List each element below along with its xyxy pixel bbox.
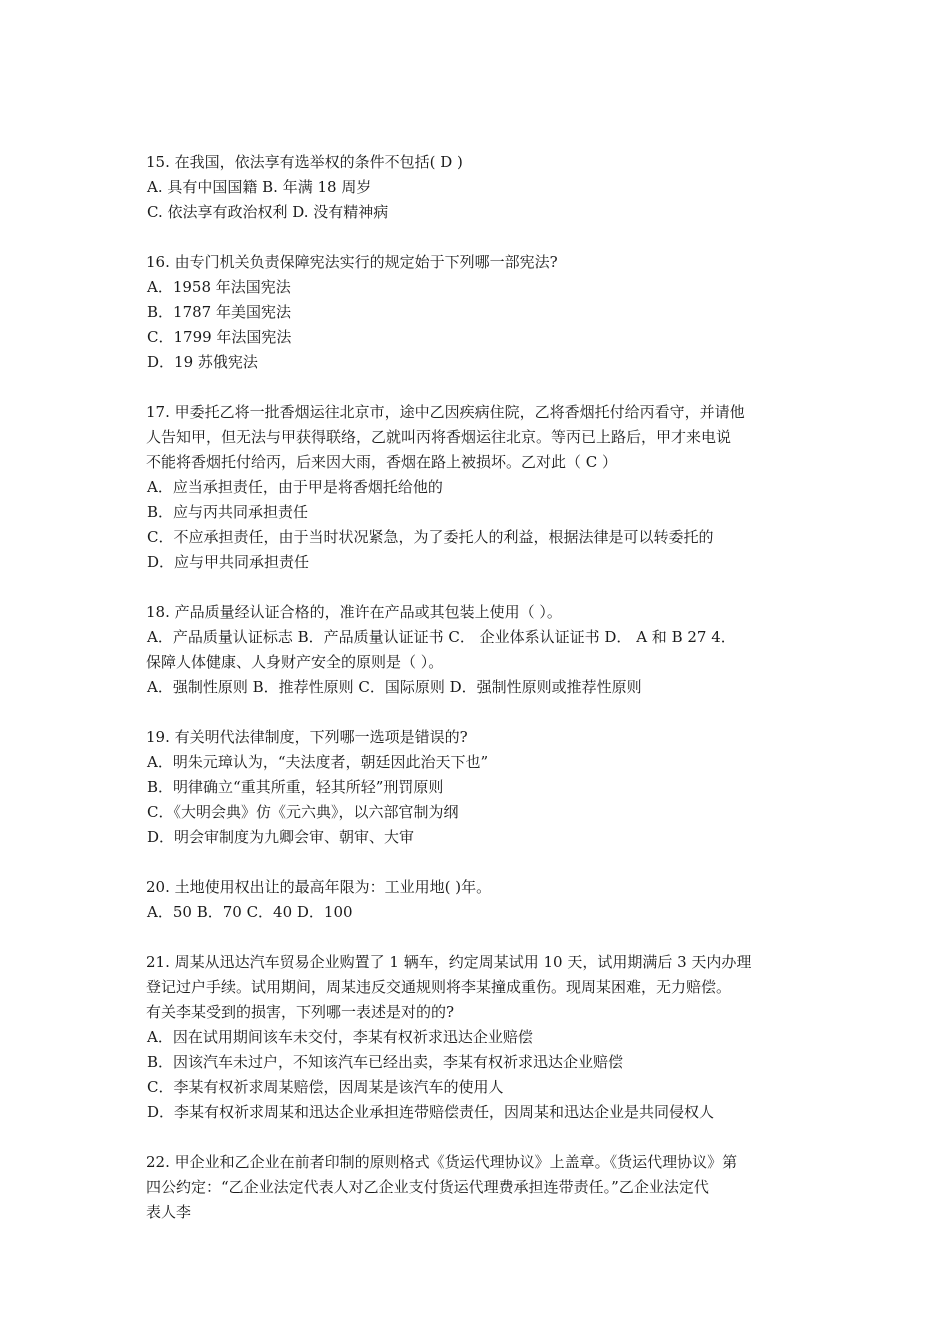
option-line: A．50 B．70 C．40 D．100 <box>147 903 353 921</box>
question-stem: 19. 有关明代法律制度，下列哪一选项是错误的? <box>146 728 468 746</box>
option-line: B．因该汽车未过户，不知该汽车已经出卖，李某有权祈求迅达企业赔偿 <box>147 1053 624 1071</box>
question-stem-line: 22. 甲企业和乙企业在前者印制的原则格式《货运代理协议》上盖章。《货运代理协议》第 <box>146 1153 738 1171</box>
question-21 <box>146 950 822 1125</box>
option-line: D．应与甲共同承担责任 <box>147 553 310 571</box>
option-line: D．明会审制度为九卿会审、朝审、大审 <box>147 828 415 846</box>
question-list <box>146 150 822 1250</box>
question-stem-line: 21. 周某从迅达汽车贸易企业购置了 1 辆车，约定周某试用 10 天，试用期满后 3 天内办理 <box>146 953 752 971</box>
option-line: B．1787 年美国宪法 <box>147 303 291 321</box>
question-19 <box>146 725 822 850</box>
question-16 <box>146 250 822 375</box>
option-line: A．产品质量认证标志 B．产品质量认证证书 C． 企业体系认证证书 D． A 和 B 27 4． <box>147 628 736 646</box>
question-stem: 16. 由专门机关负责保障宪法实行的规定始于下列哪一部宪法? <box>146 253 558 271</box>
question-stem-line: 表人李 <box>146 1203 192 1221</box>
option-line: A．应当承担责任，由于甲是将香烟托给他的 <box>147 478 443 496</box>
option-line: A．因在试用期间该车未交付，李某有权祈求迅达企业赔偿 <box>147 1028 533 1046</box>
question-20 <box>146 875 822 925</box>
question-stem-line: 不能将香烟托付给丙，后来因大雨，香烟在路上被损坏。乙对此（ C ） <box>146 453 618 471</box>
question-17 <box>146 400 822 575</box>
question-stem-line: 人告知甲，但无法与甲获得联络，乙就叫丙将香烟运往北京。等丙已上路后，甲才来电说 <box>146 428 732 446</box>
question-stem-line: 17. 甲委托乙将一批香烟运往北京市，途中乙因疾病住院，乙将香烟托付给丙看守，并请他 <box>146 403 745 421</box>
option-line: C．李某有权祈求周某赔偿，因周某是该汽车的使用人 <box>147 1078 504 1096</box>
option-line: C．不应承担责任，由于当时状况紧急，为了委托人的利益，根据法律是可以转委托的 <box>147 528 714 546</box>
question-stem: 15. 在我国，依法享有选举权的条件不包括( D ) <box>146 153 463 171</box>
option-line: A．明朱元璋认为，“夫法度者，朝廷因此治天下也” <box>147 753 489 771</box>
option-line: A．强制性原则 B．推荐性原则 C．国际原则 D．强制性原则或推荐性原则 <box>147 678 642 696</box>
question-18 <box>146 600 822 700</box>
option-line: C．《大明会典》仿《元六典》，以六部官制为纲 <box>147 803 459 821</box>
question-stem-line: 登记过户手续。试用期间，周某违反交通规则将李某撞成重伤。现周某困难，无力赔偿。 <box>146 978 732 996</box>
option-line: D．李某有权祈求周某和迅达企业承担连带赔偿责任，因周某和迅达企业是共同侵权人 <box>147 1103 715 1121</box>
question-22 <box>146 1150 822 1225</box>
option-line: C．1799 年法国宪法 <box>147 328 292 346</box>
option-line: A．1958 年法国宪法 <box>147 278 291 296</box>
question-stem: 18. 产品质量经认证合格的，准许在产品或其包装上使用（ ）。 <box>146 603 562 621</box>
option-line: A. 具有中国国籍 B. 年满 18 周岁 <box>147 178 372 196</box>
option-line: C. 依法享有政治权利 D. 没有精神病 <box>147 203 389 221</box>
question-stem-line: 有关李某受到的损害，下列哪一表述是对的的? <box>146 1003 455 1021</box>
question-15 <box>146 150 822 225</box>
option-line: D．19 苏俄宪法 <box>147 353 258 371</box>
option-line: B．明律确立“重其所重，轻其所轻”刑罚原则 <box>147 778 444 796</box>
question-stem: 20. 土地使用权出让的最高年限为：工业用地( )年。 <box>146 878 492 896</box>
question-stem-line: 四公约定：“乙企业法定代表人对乙企业支付货运代理费承担连带责任。”乙企业法定代 <box>146 1178 709 1196</box>
option-line: B．应与丙共同承担责任 <box>147 503 309 521</box>
question-stem-line: 保障人体健康、人身财产安全的原则是（ ）。 <box>146 653 444 671</box>
